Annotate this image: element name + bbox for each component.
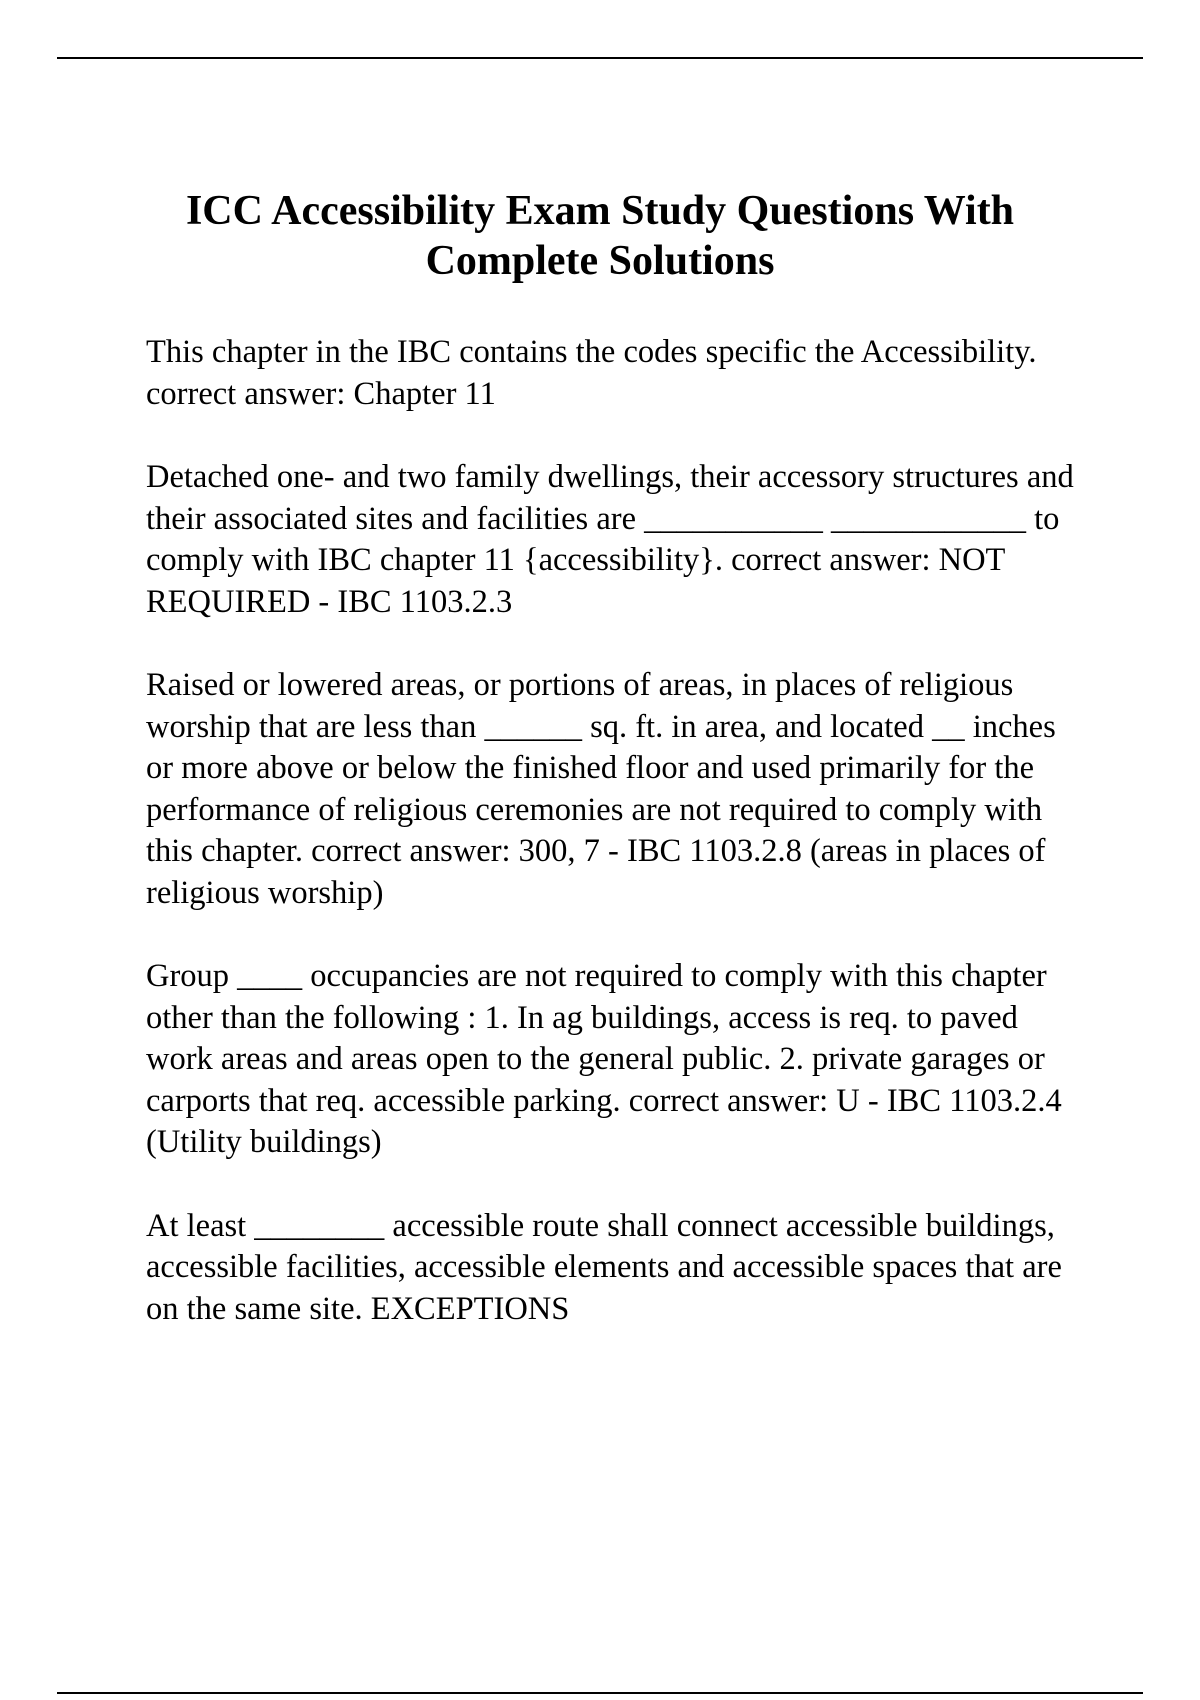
document-body bbox=[146, 332, 1086, 1372]
qa-entry-1: This chapter in the IBC contains the codes specific the Accessibility. correct answer: Chapter 11 bbox=[146, 334, 1037, 412]
qa-entry-5: At least ________ accessible route shall connect accessible buildings, accessible facilities, accessible elements and accessible spaces that are on the same site. EXCEPTIONS bbox=[146, 1207, 1062, 1327]
qa-entry-3: Raised or lowered areas, or portions of areas, in places of religious worship that are less than ______ sq. ft. in area, and located __ inches or more above or below the finished floor and used primarily for the performance of religious ceremonies are not required to comply with this chapter. correct answer: 300, 7 - IBC 1103.2.8 (areas in places of religious worship) bbox=[146, 667, 1056, 911]
qa-entry-2-question: Detached one- and two family dwellings, their accessory structures and their associated sites and facilities are bbox=[146, 459, 1074, 537]
qa-entry-2-answer: to comply with IBC chapter 11 {accessibility}. correct answer: NOT REQUIRED - IBC 1103.2.3 bbox=[146, 500, 1060, 620]
title-line-2: Complete Solutions bbox=[425, 238, 775, 284]
bottom-rule bbox=[57, 1692, 1143, 1694]
qa-entry-4: Group ____ occupancies are not required to comply with this chapter other than the following : 1. In ag buildings, access is req. to paved work areas and areas open to the general public. 2. private garages or carports that req. accessible parking. correct answer: U - IBC 1103.2.4 (Utility buildings) bbox=[146, 958, 1062, 1160]
qa-entry-2 bbox=[146, 457, 1086, 623]
title-line-1: ICC Accessibility Exam Study Questions With bbox=[185, 188, 1015, 234]
document-title bbox=[130, 186, 1070, 286]
top-rule bbox=[57, 57, 1143, 59]
qa-entry-2-blanks: ___________ ____________ bbox=[644, 500, 1027, 537]
